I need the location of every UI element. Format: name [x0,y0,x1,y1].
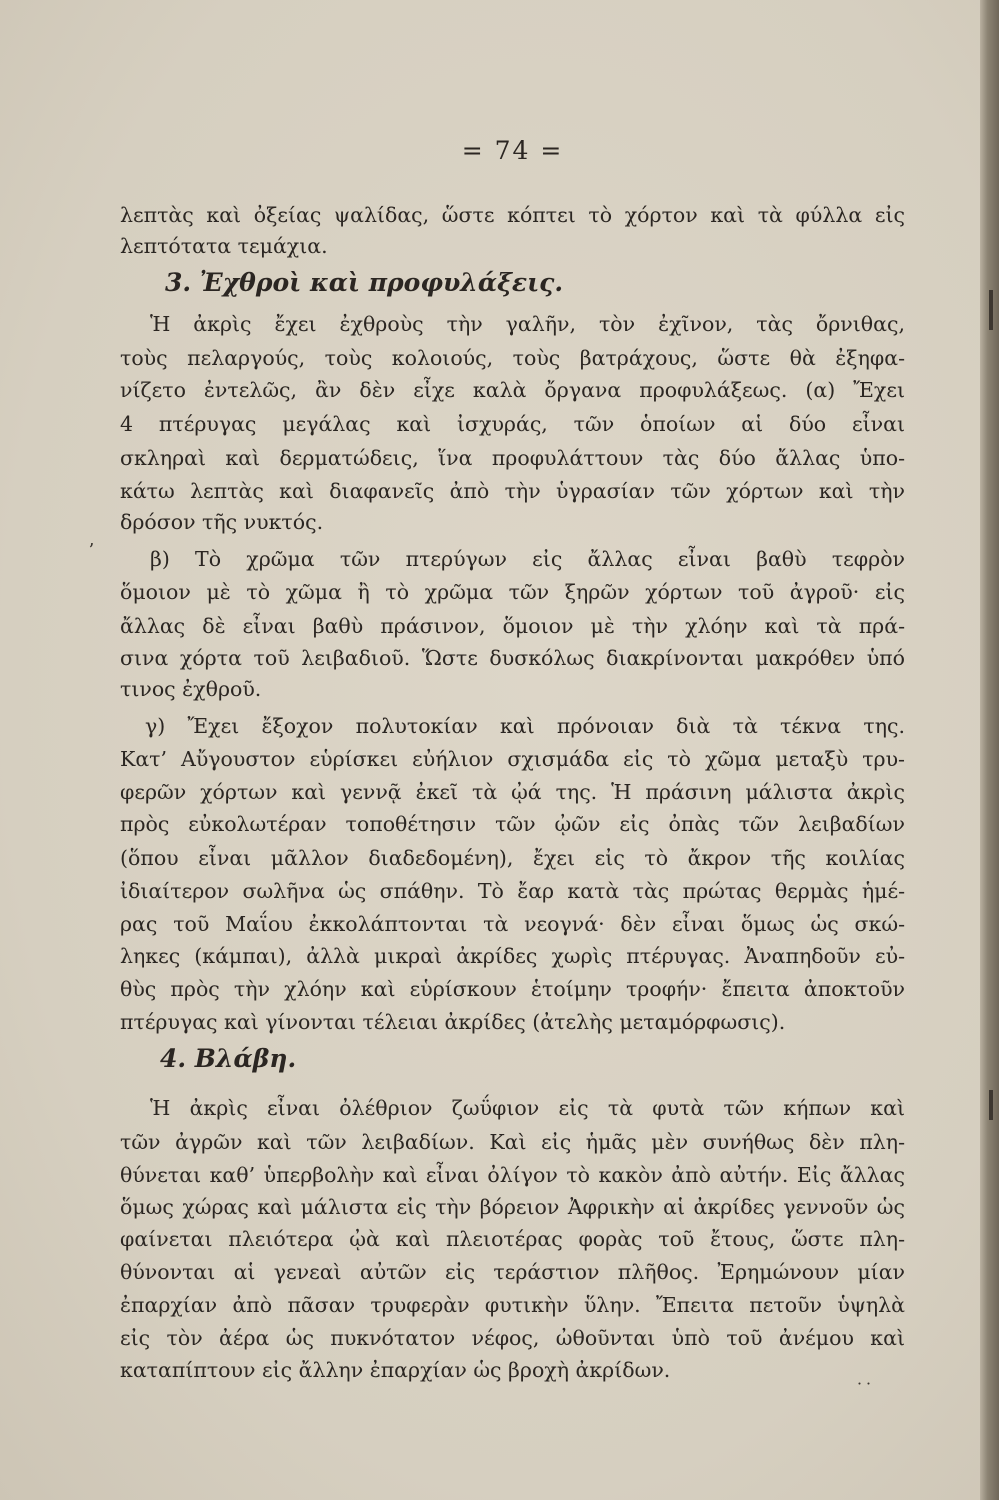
section-heading-damage: 4. Βλάβη. [160,1044,297,1073]
text-line: τοὺς πελαργούς, τοὺς κολοιούς, τοὺς βατράχους, ὥστε θὰ ἐξηφα- [120,346,905,370]
text-line: ἄλλας δὲ εἶναι βαθὺ πράσινον, ὅμοιον μὲ τὴν χλόην καὶ τὰ πρά- [120,614,905,638]
text-line: τινος ἐχθροῦ. [120,677,262,701]
text-line: λεπτότατα τεμάχια. [120,234,328,258]
text-line: νίζετο ἐντελῶς, ἂν δὲν εἶχε καλὰ ὄργανα προφυλάξεως. (α) Ἔχει [120,378,905,402]
text-line: γ) Ἔχει ἔξοχον πολυτοκίαν καὶ πρόνοιαν διὰ τὰ τέκνα της. [145,714,905,738]
book-edge [980,0,999,1500]
text-line: 4 πτέρυγας μεγάλας καὶ ἰσχυράς, τῶν ὁποίων αἱ δύο εἶναι [120,412,905,436]
text-line: εἰς τὸν ἀέρα ὡς πυκνότατον νέφος, ὠθοῦνται ὑπὸ τοῦ ἀνέμου καὶ [120,1326,905,1350]
text-line: θὺς πρὸς τὴν χλόην καὶ εὑρίσκουν ἑτοίμην τροφήν· ἔπειτα ἀποκτοῦν [120,977,905,1001]
section-heading-enemies: 3. Ἐχθροὶ καὶ προφυλάξεις. [165,268,564,297]
margin-mark: ˙˙ [855,1380,873,1401]
edge-mark [989,290,993,330]
text-line: καταπίπτουν εἰς ἄλλην ἐπαρχίαν ὡς βροχὴ ἀκρίδων. [120,1358,671,1382]
text-line: σκληραὶ καὶ δερματώδεις, ἵνα προφυλάττουν τὰς δύο ἄλλας ὑπο- [120,446,905,470]
text-line: λεπτὰς καὶ ὀξείας ψαλίδας, ὥστε κόπτει τὸ χόρτον καὶ τὰ φύλλα εἰς [120,203,905,227]
margin-mark: ʼ [88,540,94,561]
text-line: Κατ’ Αὔγουστον εὑρίσκει εὐήλιον σχισμάδα εἰς τὸ χῶμα μεταξὺ τρυ- [120,747,905,771]
text-line: κάτω λεπτὰς καὶ διαφανεῖς ἀπὸ τὴν ὑγρασίαν τῶν χόρτων καὶ τὴν [120,479,905,503]
text-line: τῶν ἀγρῶν καὶ τῶν λειβαδίων. Καὶ εἰς ἡμᾶς μὲν συνήθως δὲν πλη- [120,1130,905,1154]
text-line: φαίνεται πλειότερα ᾠὰ καὶ πλειοτέρας φορὰς τοῦ ἔτους, ὥστε πλη- [120,1227,905,1251]
text-line: πρὸς εὐκολωτέραν τοποθέτησιν τῶν ᾠῶν εἰς ὀπὰς τῶν λειβαδίων [120,812,905,836]
text-line: θύνονται αἱ γενεαὶ αὐτῶν εἰς τεράστιον πλῆθος. Ἐρημώνουν μίαν [120,1260,905,1284]
text-line: σινα χόρτα τοῦ λειβαδιοῦ. Ὥστε δυσκόλως διακρίνονται μακρόθεν ὑπό [120,646,905,670]
text-line: ὅμοιον μὲ τὸ χῶμα ἢ τὸ χρῶμα τῶν ξηρῶν χόρτων τοῦ ἀγροῦ· εἰς [120,580,905,604]
text-line: (ὅπου εἶναι μᾶλλον διαδεδομένη), ἔχει εἰς τὸ ἄκρον τῆς κοιλίας [120,846,905,870]
text-line: θύνεται καθ’ ὑπερβολὴν καὶ εἶναι ὀλίγον τὸ κακὸν ἀπὸ αὐτήν. Εἰς ἄλλας [120,1163,905,1187]
text-line: ἐπαρχίαν ἀπὸ πᾶσαν τρυφερὰν φυτικὴν ὕλην. Ἔπειτα πετοῦν ὑψηλὰ [120,1293,905,1317]
text-line: Ἡ ἀκρὶς ἔχει ἐχθροὺς τὴν γαλῆν, τὸν ἐχῖνον, τὰς ὄρνιθας, [150,312,905,336]
text-line: φερῶν χόρτων καὶ γεννᾷ ἐκεῖ τὰ ᾠά της. Ἡ πράσινη μάλιστα ἀκρὶς [120,780,905,804]
text-line: ἰδιαίτερον σωλῆνα ὡς σπάθην. Τὸ ἔαρ κατὰ τὰς πρώτας θερμὰς ἡμέ- [120,879,905,903]
text-line: Ἡ ἀκρὶς εἶναι ὀλέθριον ζωΰφιον εἰς τὰ φυτὰ τῶν κήπων καὶ [150,1096,905,1120]
text-line: πτέρυγας καὶ γίνονται τέλειαι ἀκρίδες (ἀτελὴς μεταμόρφωσις). [120,1010,786,1034]
page-number: = 74 = [461,136,564,165]
edge-mark [989,1090,993,1120]
text-line: ληκες (κάμπαι), ἀλλὰ μικραὶ ἀκρίδες χωρὶς πτέρυγας. Ἀναπηδοῦν εὐ- [120,944,905,968]
text-line: β) Τὸ χρῶμα τῶν πτερύγων εἰς ἄλλας εἶναι βαθὺ τεφρὸν [150,547,905,571]
text-line: δρόσον τῆς νυκτός. [120,510,324,534]
text-line: ρας τοῦ Μαΐου ἐκκολάπτονται τὰ νεογνά· δὲν εἶναι ὅμως ὡς σκώ- [120,912,905,936]
text-line: ὅμως χώρας καὶ μάλιστα εἰς τὴν βόρειον Ἀφρικὴν αἱ ἀκρίδες γεννοῦν ὡς [120,1195,905,1219]
